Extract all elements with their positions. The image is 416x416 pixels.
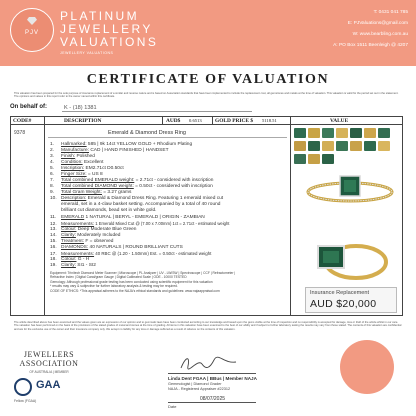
certificate-title: CERTIFICATE OF VALUATION (86, 72, 330, 87)
gallery-thumbnail (350, 128, 362, 138)
list-item: 3. Finish: Polished (50, 154, 95, 159)
list-item: 1. Hallmarked: 585 | 9k 14ct YELLOW GOLD + Rhodium Plating (50, 142, 193, 147)
list-item: 12. Measurements: 1 Emerald Mixed Cut @ (7.00 x 7.00mm) 1ct = 2.71ct - estimated weight (50, 221, 230, 227)
description-continued: brilliant cut diamonds, bead set in white gold. (61, 208, 157, 213)
contact-website: W: www.bearbling.com.au (352, 32, 408, 37)
gallery-thumbnail (294, 154, 306, 164)
equipment-note: Refractive Index | Digital Carat/gram Gauge | Digital Calibrated Scale | ODE - 10000 TESTED (50, 275, 187, 279)
list-item: 18. Colour: G - H (50, 257, 90, 262)
gemology-note: Gemology: Although professional grade testing has been conducted using scientific equipment for this valuation (50, 280, 213, 284)
contact-address: A: PO Box 1511 Beenleigh @ 4207 (333, 43, 408, 48)
gallery-thumbnail (308, 128, 320, 138)
list-item: 13. Colour: Deep Moderate Blue Green (50, 227, 137, 232)
insurance-label: Insurance Replacement (310, 290, 370, 296)
header-code: CODE# (13, 117, 32, 124)
column-divider (162, 116, 163, 125)
jewellers-association-logo: JEWELLERS ASSOCIATION (19, 350, 79, 368)
contact-email: E: PJValuations@gmail.com (347, 21, 408, 26)
date-label: Date (168, 404, 177, 409)
item-title: Emerald & Diamond Dress Ring (108, 130, 186, 136)
gallery-thumbnail (364, 141, 376, 151)
list-item: 11. EMERALD 1 NATURAL | BERYL - EMERALD | ORIGIN - ZAMBIAN (50, 215, 205, 220)
header-gold-value: 5118.51 (262, 118, 277, 123)
brand-name: PLATINUM JEWELLERY VALUATIONS (60, 9, 159, 49)
ethics-note: CODE OF ETHICS: *This appraisal adheres to the NAJA's ethical standards and guidelines: www.najaappraisal.com (50, 289, 220, 293)
signer-name: Linda Dent FGAA | BBus | Member NAJA (168, 376, 257, 381)
list-item: 17. Measurements: 40 RBC @ (1.20 - 1.50mm) Est. = 0.50ct - estimated weight (50, 251, 212, 257)
signer-role: Gemmologist | Diamond Grader (168, 382, 222, 386)
date-value: 08/07/2025 (200, 396, 226, 402)
gaa-emblem-icon (14, 378, 32, 396)
list-item: 7. Total combined EMERALD weight: = 2.71ct - considered with inscription (50, 178, 214, 183)
on-behalf-label: On behalf of: (10, 104, 47, 110)
contact-phone: T: 0431 041 785 (373, 10, 408, 15)
terms-text: The article described above has been examined and the values given are an expression of our opinion and to gemmatic laws have been conducted according to our knowledge and based upon the gems visible at the time of inspection and no responsibility is accepted for damage, loss or theft of the article whilst in our care. The valuation has been performed on the basis of the provisions of the stated grades of metal and stones at the time of grading. All items in this valuation have been examined to the best of our ability and if subject to further laboratory testing the results may vary from those stated. The contents of this valuation are confidential and are for the exclusive use of the owner and their insurance company only. We accept no liability for any loss or damage suffered as a result of reliance on the contents of this valuation. (14, 321, 402, 331)
gemology-note: * results may vary & subjective for further laboratory analysis & testing may be required. (50, 284, 178, 288)
description-continued: emerald, set in a 4-claw basket setting. Accompanied by a total of 40 round (61, 202, 221, 207)
gallery-thumbnail (336, 128, 348, 138)
list-item: 9. Total Gram Weight: = 3.27 grams (50, 190, 132, 195)
list-item: 8. Total combined DIAMOND weight: = 0.50ct - considered with inscription (50, 184, 213, 189)
equipment-note: Equipment: Trinitech Diamond Meter Scanner | Microscope | PL Analyzer | UV - LW/SW | Spectroscope | CCF | Refractometer | (50, 271, 236, 275)
header-aud-value: 0.6513 (189, 118, 202, 123)
signature-line (168, 373, 256, 374)
column-divider (290, 116, 291, 316)
list-item: 6. Finger Size: = US 8 (50, 172, 103, 177)
gallery-thumbnail (308, 141, 320, 151)
on-behalf-value: K - (18) 1381 (64, 104, 97, 111)
list-item: 5. Inscription: EM2.71ct D0.50ct (50, 166, 124, 171)
gallery-thumbnail (294, 141, 306, 151)
gallery-thumbnail (322, 154, 334, 164)
insurance-value: AUD $20,000 (310, 298, 377, 310)
gallery-thumbnail (378, 141, 390, 151)
gallery-thumbnail (322, 128, 334, 138)
column-divider (44, 116, 45, 316)
gaa-logo-text: GAA (36, 379, 61, 391)
ja-member-text: OF AUSTRALIA | MEMBER (29, 370, 69, 374)
list-item: 16. DIAMONDS: 40 NATURALS | ROUND BRILLIANT CUTS (50, 245, 183, 250)
gaa-fellow-text: Fellow (FGAA) (14, 399, 37, 403)
list-item: 19. Clarity: SI1 - SI2 (50, 263, 96, 268)
logo-initials: PJV (24, 30, 39, 36)
gallery-thumbnail (350, 141, 362, 151)
gallery-thumbnail (364, 128, 376, 138)
gallery-thumbnail (308, 154, 320, 164)
behalf-underline (62, 111, 252, 112)
ring-photo-side (300, 168, 396, 210)
signature (178, 354, 238, 372)
signer-registration: NAJA - Registered Appraiser #22312 (168, 387, 231, 391)
header-description: DESCRIPTION (64, 117, 102, 124)
ring-photo-angle (300, 232, 396, 282)
header-gold-label: GOLD PRICE $ (215, 117, 254, 124)
certificate-seal (340, 340, 394, 394)
item-code: 9378 (14, 130, 26, 136)
gallery-thumbnail (378, 128, 390, 138)
column-divider (212, 116, 213, 125)
header-aud-label: AUD$ (166, 117, 181, 124)
list-item: 4. Condition: Excellent (50, 160, 104, 165)
date-line (168, 402, 256, 403)
list-item: 2. Manufacture: CAD | HAND FINISHED | HANDSET (50, 148, 169, 153)
gallery-thumbnail (294, 128, 306, 138)
list-item: 10. Description: Emerald & Diamond Dress Ring. Featuring 1 emerald mixed cut (50, 196, 224, 201)
brand-tagline: JEWELLERY VALUATIONS (60, 51, 114, 55)
gallery-thumbnail (336, 141, 348, 151)
header-value: VALUE (330, 117, 349, 124)
valuation-disclaimer: This valuation has been prepared for the sole purpose of insurance replacement of a similar and reverse nature and is based on Association standards that have been implemented to include the replacement cost, all gemstones and metals at the time of valuation. This valuation is valid for the period set out in the statement. The opinions and values in this report refer to the owner named within this certificate. (14, 92, 399, 99)
list-item: 15. Treatment: F = observed (50, 239, 114, 244)
gallery-thumbnail (322, 141, 334, 151)
list-item: 14. Clarity: Moderately Included (50, 233, 121, 238)
title-underline (48, 137, 287, 138)
